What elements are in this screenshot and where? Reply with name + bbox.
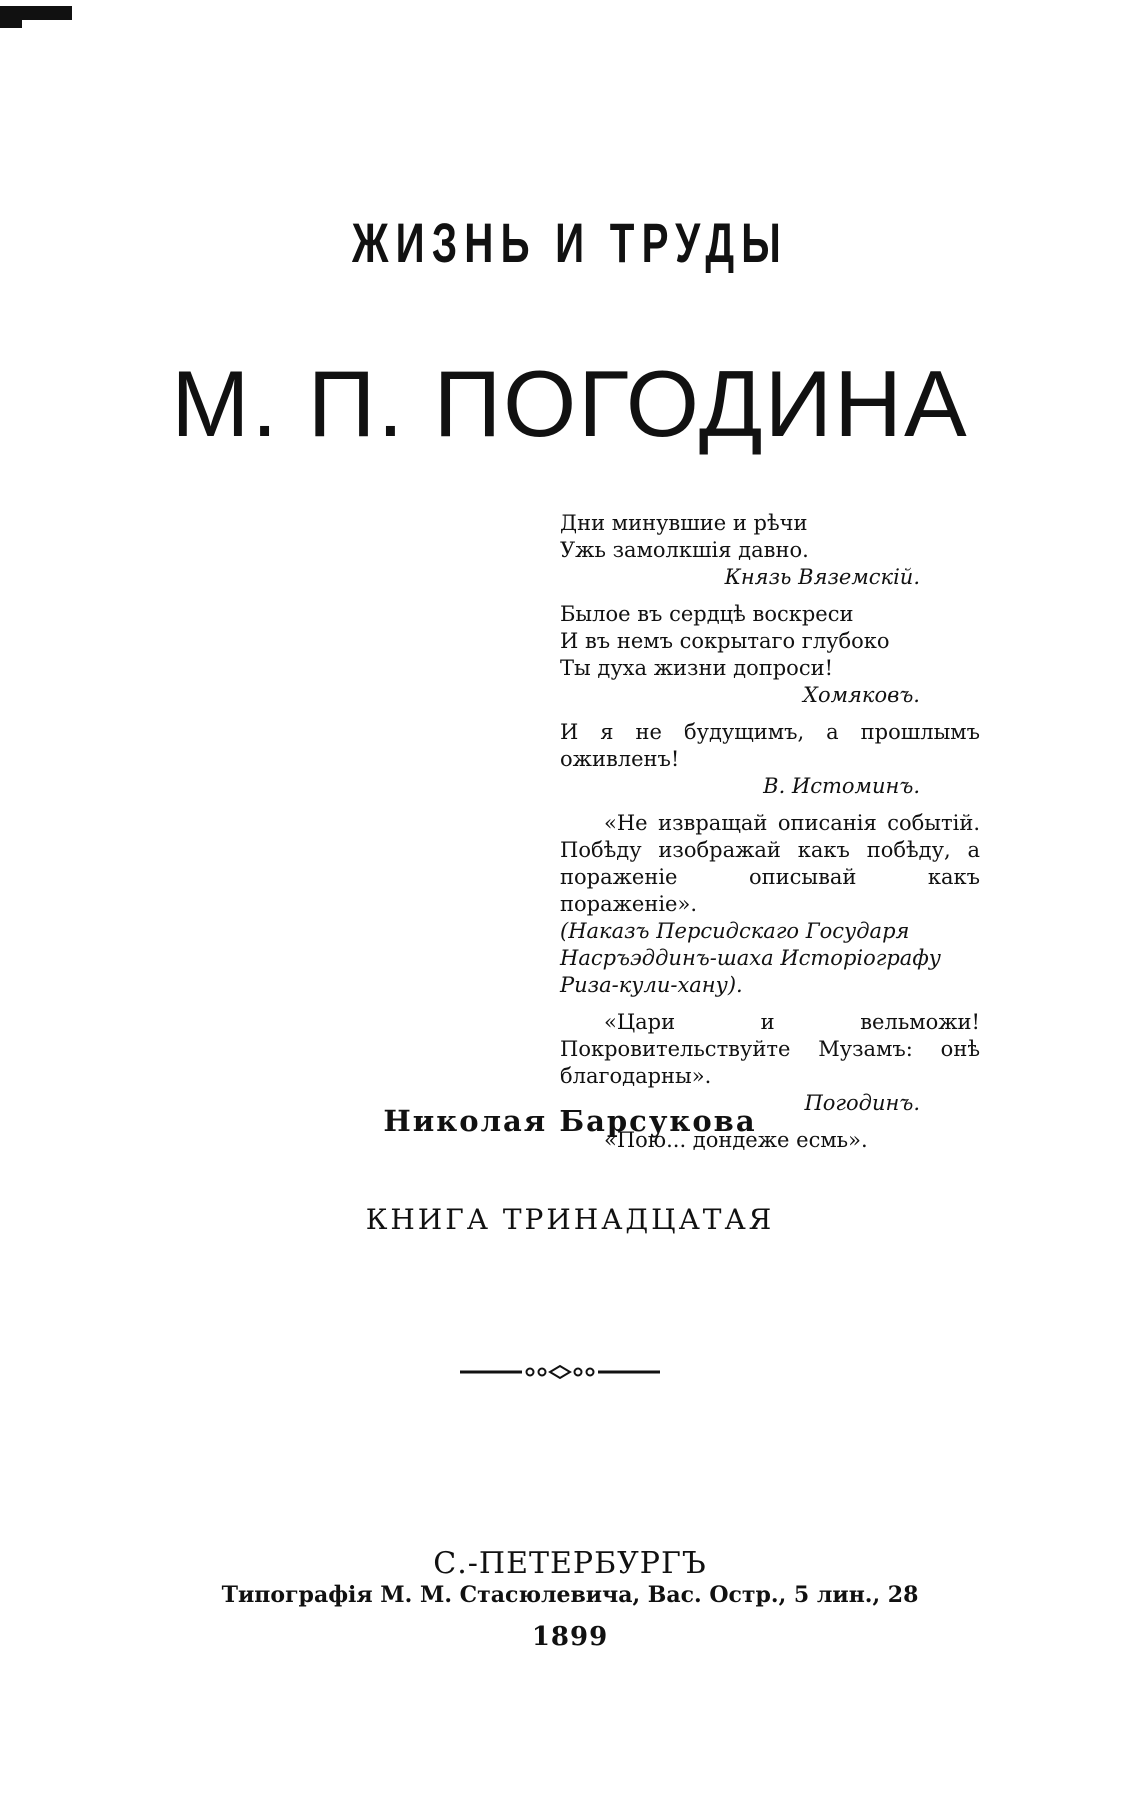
epigraph-attribution: Погодинъ. xyxy=(804,1091,920,1115)
epigraph xyxy=(560,719,980,800)
ornament-divider xyxy=(460,1362,660,1382)
corner-mark xyxy=(0,20,22,28)
corner-mark xyxy=(0,6,72,20)
epigraph-line: «Пою... дондеже есмь». xyxy=(604,1128,868,1152)
title-main: М. П. ПОГОДИНА xyxy=(171,351,969,456)
epigraph-line: И въ немъ сокрытаго глубоко xyxy=(560,629,890,653)
epigraph-attribution: Князь Вяземскій. xyxy=(724,565,920,589)
epigraph-line: И я не будущимъ, а прошлымъ оживленъ! xyxy=(560,720,980,771)
epigraph-line: Былое въ сердцѣ воскреси xyxy=(560,602,854,626)
epigraph-line: Дни минувшие и рѣчи xyxy=(560,511,808,535)
epigraph-attribution: Хомяковъ. xyxy=(803,683,920,707)
epigraph xyxy=(560,510,980,591)
epigraph-line: «Цари и вельможи! Покровительствуйте Музамъ: онѣ благодарны». xyxy=(560,1010,980,1088)
epigraph xyxy=(560,810,980,999)
imprint-year: 1899 xyxy=(531,1622,609,1652)
epigraph-line: «Не извращай описанія событій. Побѣду изображай какъ побѣду, а пораженіе описывай какъ пораженіе». xyxy=(560,811,980,916)
epigraph-attribution: В. Истоминъ. xyxy=(763,774,920,798)
epigraph-attribution: (Наказъ Персидскаго Государя Насръэддинъ-шаха Исторіографу Риза-кули-хану). xyxy=(560,919,941,997)
imprint-city: С.-ПЕТЕРБУРГЪ xyxy=(433,1546,707,1581)
epigraph xyxy=(560,1009,980,1117)
epigraphs xyxy=(560,510,980,1154)
title-top: ЖИЗНЬ И ТРУДЫ xyxy=(351,211,788,274)
book-number: КНИГА ТРИНАДЦАТАЯ xyxy=(365,1203,775,1236)
epigraph-line: Ужь замолкшія давно. xyxy=(560,538,809,562)
epigraph xyxy=(560,601,980,709)
imprint-printer: Типографія М. М. Стасюлевича, Вас. Остр., 5 лин., 28 xyxy=(221,1582,919,1608)
epigraph-line: Ты духа жизни допроси! xyxy=(560,656,834,680)
author-name: Николая Барсукова xyxy=(383,1104,757,1138)
